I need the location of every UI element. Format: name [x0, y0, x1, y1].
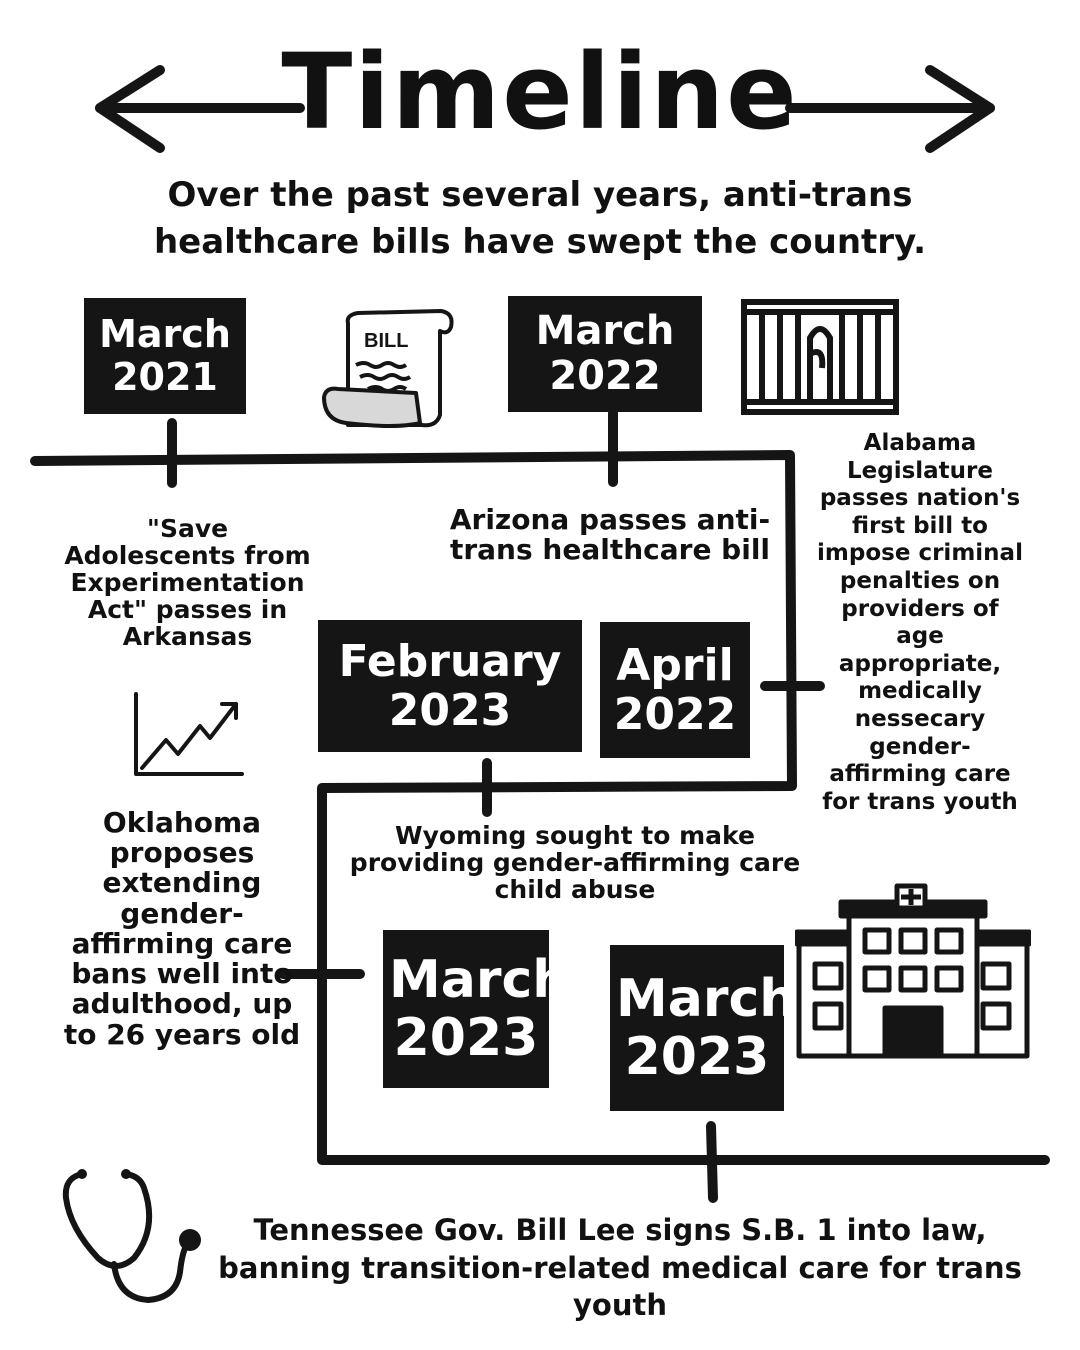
date-year: 2023	[624, 1027, 770, 1087]
date-year: 2023	[393, 1008, 539, 1068]
event-text-arkansas: "Save Adolescents from Experimentation Act" passes in Arkansas	[64, 514, 311, 651]
event-text-tennessee: Tennessee Gov. Bill Lee signs S.B. 1 into law, banning transition-related medical care for trans youth	[218, 1213, 1022, 1323]
hospital-icon	[795, 880, 1031, 1060]
date-box-february-2023	[318, 620, 582, 752]
bill-label: BILL	[364, 330, 409, 352]
date-year: 2021	[112, 355, 218, 399]
date-year: 2022	[549, 353, 661, 399]
bill-scroll-icon	[316, 305, 461, 435]
rising-chart-icon	[128, 690, 248, 780]
event-text-arizona: Arizona passes anti-trans healthcare bill	[449, 503, 771, 567]
date-box-march-2022	[508, 296, 702, 412]
date-month: March	[535, 308, 675, 355]
date-month: March	[616, 968, 797, 1029]
jail-bars-icon	[740, 298, 900, 418]
stethoscope-icon	[58, 1168, 208, 1318]
date-box-march-2023-tennessee	[610, 945, 797, 1111]
page-title: Timeline	[281, 31, 799, 153]
date-month: February	[338, 635, 562, 687]
date-box-march-2021	[84, 298, 246, 414]
date-box-march-2023-oklahoma	[383, 930, 570, 1088]
event-text-wyoming: Wyoming sought to make providing gender-affirming care child abuse	[349, 821, 801, 904]
date-year: 2022	[613, 689, 737, 740]
date-month: March	[389, 949, 570, 1010]
date-box-april-2022	[600, 622, 750, 758]
date-month: April	[616, 639, 734, 691]
event-text-oklahoma: Oklahoma proposes extending gender-affirming care bans well into adulthood, up to 26 years old	[63, 806, 301, 1051]
event-text-alabama: Alabama Legislature passes nation's first bill to impose criminal penalties on providers of age appropriate, medically nessecary gender-affirming care for trans youth	[817, 430, 1023, 815]
subtitle: Over the past several years, anti-trans healthcare bills have swept the country.	[153, 175, 927, 262]
date-year: 2023	[388, 685, 512, 736]
date-month: March	[99, 312, 231, 357]
